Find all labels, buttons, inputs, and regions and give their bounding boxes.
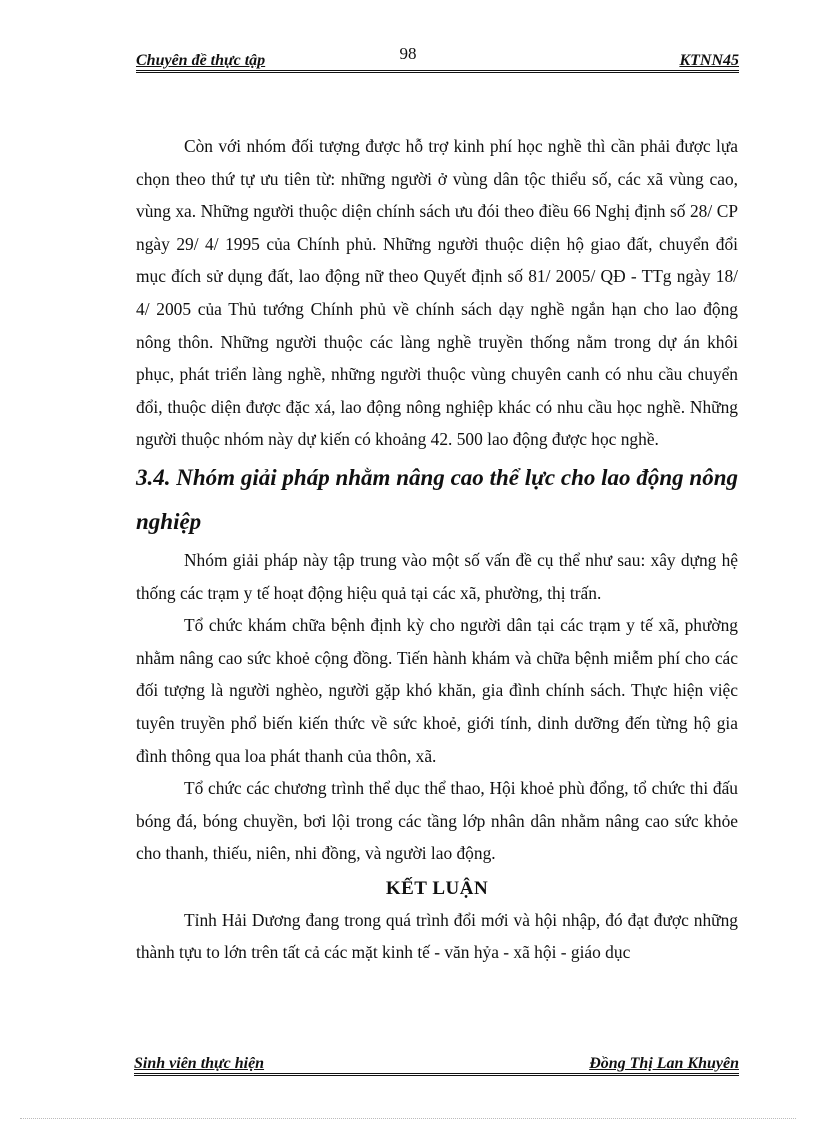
header-code: KTNN45	[679, 52, 739, 69]
footer-author-name: Đồng Thị Lan Khuyên	[589, 1055, 739, 1072]
page-edge-divider	[20, 1118, 796, 1119]
header-title: Chuyên đề thực tập	[136, 52, 266, 69]
paragraph: Tổ chức khám chữa bệnh định kỳ cho người dân tại các trạm y tế xã, phường nhằm nâng cao sức khoẻ cộng đồng. Tiến hành khám và chữa bệnh miễm phí cho các đối tượng là người nghèo, người gặp khó khăn, gia đình chính sách. Thực hiện việc tuyên truyền phổ biến kiến thức về sức khoẻ, giới tính, dinh dưỡng đến từng hộ gia đình thông qua loa phát thanh của thôn, xã.	[136, 615, 738, 766]
paragraph: Tổ chức các chương trình thể dục thể thao, Hội khoẻ phù đổng, tổ chức thi đấu bóng đá, bóng chuyền, bơi lội trong các tầng lớp nhân dân nhằm nâng cao sức khỏe cho thanh, thiếu, niên, nhi đồng, và người lao động.	[136, 778, 738, 864]
paragraph: Còn với nhóm đối tượng được hỗ trợ kinh phí học nghề thì cần phải được lựa chọn theo thứ tự ưu tiên từ: những người ở vùng dân tộc thiểu số, các xã vùng cao, vùng xa. Những người thuộc diện chính sách ưu đói theo điều 66 Nghị định số 28/ CP ngày 29/ 4/ 1995 của Chính phủ. Những người thuộc diện hộ giao đất, chuyển đổi mục đích sử dụng đất, lao động nữ theo Quyết định số 81/ 2005/ QĐ - TTg ngày 18/ 4/ 2005 của Thủ tướng Chính phủ về chính sách dạy nghề ngắn hạn cho lao động nông thôn. Những người thuộc các làng nghề truyền thống nằm trong dự án khôi phục, phát triển làng nghề, những người thuộc vùng chuyên canh có nhu cầu chuyển đổi, thuộc diện được đặc xá, lao động nông nghiệp khác có nhu cầu học nghề. Những người thuộc nhóm này dự kiến có khoảng 42. 500 lao động được học nghề.	[136, 136, 738, 450]
page-number: 98	[399, 44, 417, 63]
page-header	[136, 50, 739, 73]
document-body	[136, 130, 738, 969]
paragraph: Tỉnh Hải Dương đang trong quá trình đổi mới và hội nhập, đó đạt được những thành tựu to lớn trên tất cả các mặt kinh tế - văn hỷa - xã hội - giáo dục	[136, 909, 738, 963]
section-heading: 3.4. Nhóm giải pháp nhằm nâng cao thể lực cho lao động nông nghiệp	[136, 464, 738, 534]
conclusion-heading: KẾT LUẬN	[385, 877, 489, 899]
page-footer	[134, 1053, 739, 1076]
footer-author-label: Sinh viên thực hiện	[134, 1055, 265, 1072]
paragraph: Nhóm giải pháp này tập trung vào một số vấn đề cụ thể như sau: xây dựng hệ thống các trạm y tế hoạt động hiệu quả tại các xã, phường, thị trấn.	[136, 549, 738, 603]
